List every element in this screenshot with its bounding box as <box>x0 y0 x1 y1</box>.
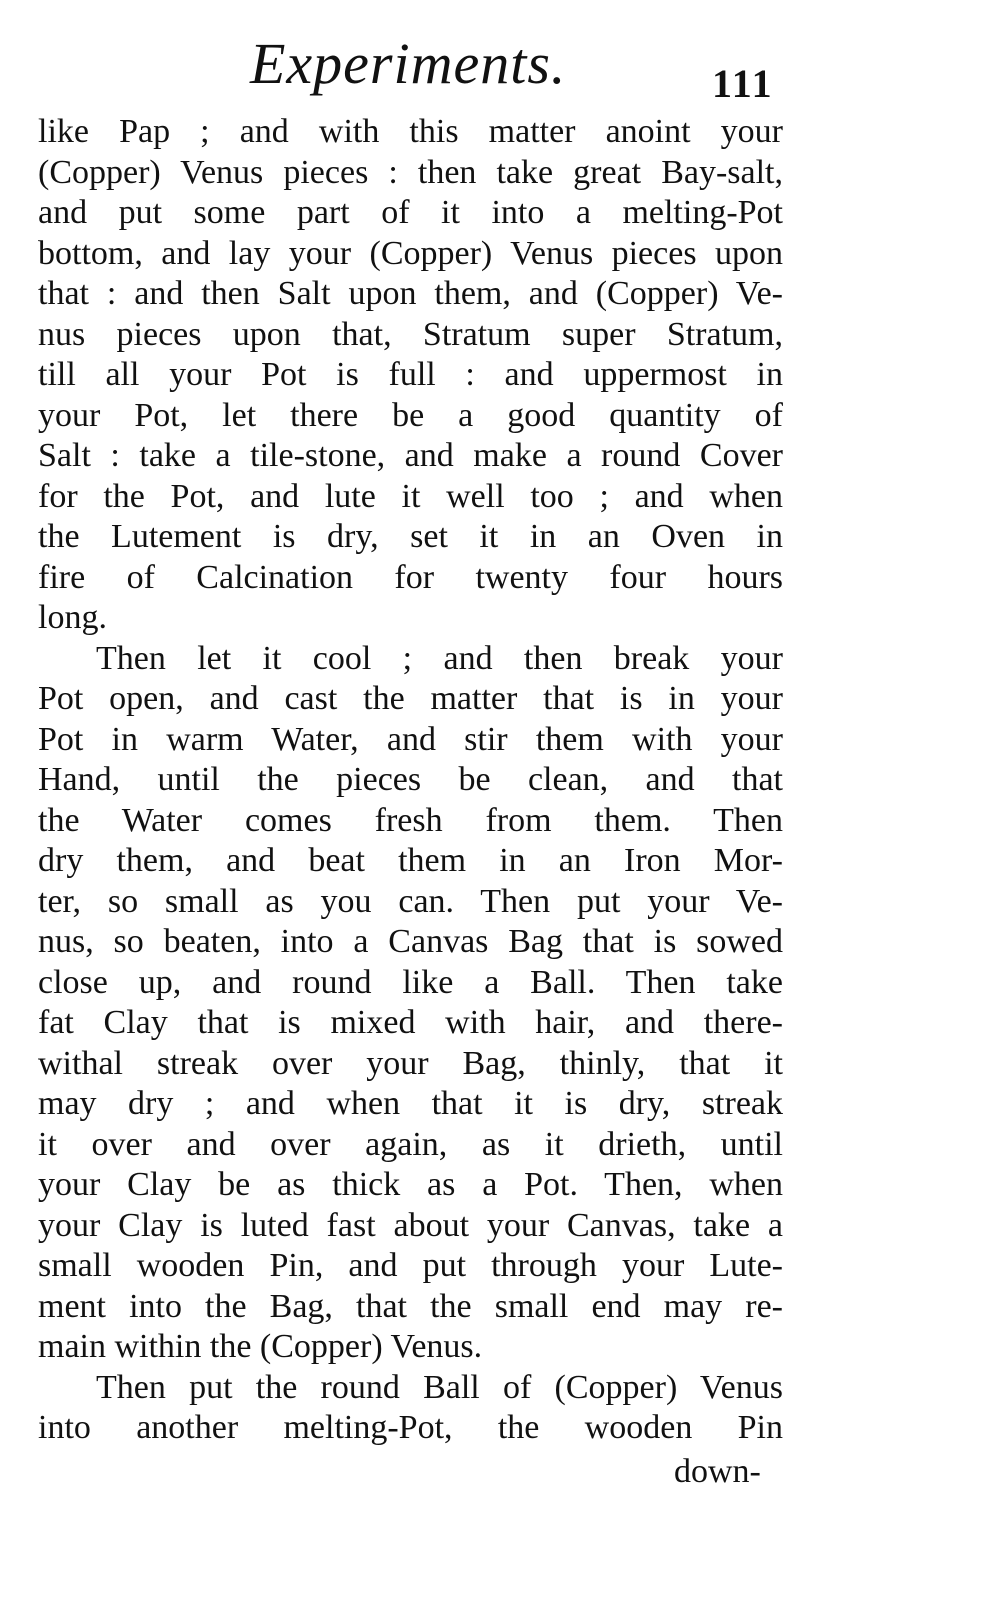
text-line: it over and over again, as it drieth, until <box>38 1125 783 1163</box>
text-line: ment into the Bag, that the small end may re- <box>38 1287 783 1325</box>
text-line: your Pot, let there be a good quantity of <box>38 396 783 434</box>
text-line: dry them, and beat them in an Iron Mor- <box>38 842 783 879</box>
paragraph-1 <box>38 112 783 639</box>
text-line: that : and then Salt upon them, and (Copper) Ve- <box>38 275 783 312</box>
text-line: nus pieces upon that, Stratum super Stratum, <box>38 315 783 353</box>
text-line: like Pap ; and with this matter anoint your <box>38 113 783 150</box>
text-line: your Clay is luted fast about your Canvas, take a <box>38 1206 783 1244</box>
page-header <box>0 30 1000 110</box>
text-line: (Copper) Venus pieces : then take great Bay-salt, <box>38 153 783 191</box>
body-text <box>38 112 783 1449</box>
text-line: the Water comes fresh from them. Then <box>38 801 783 839</box>
text-line: long. <box>38 599 107 636</box>
text-line: your Clay be as thick as a Pot. Then, when <box>38 1166 783 1203</box>
page-number: 111 <box>712 61 774 106</box>
text-line: and put some part of it into a melting-Pot <box>38 194 783 231</box>
text-line: Salt : take a tile-stone, and make a round Cover <box>38 437 783 474</box>
text-line: fire of Calcination for twenty four hours <box>38 558 783 596</box>
text-line: Then put the round Ball of (Copper) Venus <box>96 1368 783 1406</box>
text-line: into another melting-Pot, the wooden Pin <box>38 1409 783 1446</box>
text-line: withal streak over your Bag, thinly, that it <box>38 1044 783 1082</box>
text-line: main within the (Copper) Venus. <box>38 1328 483 1365</box>
text-line: ter, so small as you can. Then put your Ve- <box>38 882 783 920</box>
paragraph-3 <box>38 1368 783 1449</box>
text-line: Pot open, and cast the matter that is in your <box>38 680 783 717</box>
text-line: nus, so beaten, into a Canvas Bag that is sowed <box>38 923 783 960</box>
text-line: may dry ; and when that it is dry, streak <box>38 1085 783 1122</box>
text-line: bottom, and lay your (Copper) Venus pieces upon <box>38 234 783 272</box>
catchword: down- <box>674 1453 761 1490</box>
text-line: Hand, until the pieces be clean, and that <box>38 761 783 798</box>
running-title: Experiments. <box>250 31 567 96</box>
text-line: small wooden Pin, and put through your Lute- <box>38 1247 783 1284</box>
text-line: Then let it cool ; and then break your <box>96 639 783 677</box>
text-line: fat Clay that is mixed with hair, and there- <box>38 1004 783 1041</box>
text-line: the Lutement is dry, set it in an Oven in <box>38 518 783 555</box>
text-line: Pot in warm Water, and stir them with your <box>38 720 783 758</box>
text-line: close up, and round like a Ball. Then take <box>38 963 783 1001</box>
text-line: till all your Pot is full : and uppermost in <box>38 356 783 393</box>
text-line: for the Pot, and lute it well too ; and when <box>38 477 783 515</box>
paragraph-2 <box>38 639 783 1368</box>
